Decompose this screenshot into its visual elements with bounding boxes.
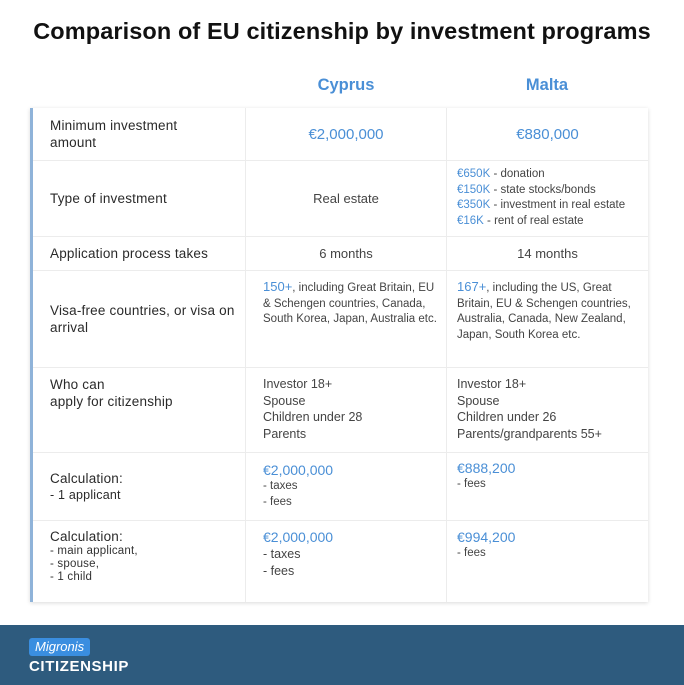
malta-investment-option: €150K - state stocks/bonds [457, 183, 596, 196]
row-label: Calculation: - main applicant, - spouse, - 1 child [50, 529, 138, 583]
column-header-malta: Malta [525, 76, 569, 94]
malta-investment-option: €16K - rent of real estate [457, 214, 584, 227]
malta-calc-item: - fees [457, 547, 486, 559]
cyprus-investment-type: Real estate [313, 191, 379, 206]
malta-eligible: Parents/grandparents 55+ [457, 426, 602, 441]
page-title: Comparison of EU citizenship by investment programs [33, 18, 651, 44]
cyprus-eligible: Parents [263, 426, 307, 441]
table-row-calc-single [33, 453, 648, 521]
malta-eligible: Investor 18+ [457, 377, 527, 391]
row-label: Type of investment [50, 191, 167, 206]
brand-logo-badge: Migronis [29, 638, 90, 656]
cyprus-eligible: Investor 18+ [263, 377, 333, 391]
cyprus-calc-item: - fees [263, 495, 292, 508]
table-row-min-investment [33, 108, 648, 161]
cyprus-calc-item: - fees [263, 563, 295, 578]
malta-calc-item: - fees [457, 478, 486, 490]
malta-eligible: Spouse [457, 393, 500, 408]
cyprus-visa-free: 150+, including Great Britain, EU & Schengen countries, Canada, South Korea, Japan, Australia etc. [263, 279, 437, 325]
row-label: Visa-free countries, or visa on arrival [50, 303, 235, 335]
comparison-table [30, 108, 648, 602]
cyprus-calc-amount: €2,000,000 [263, 529, 334, 545]
malta-calc-amount: €994,200 [457, 529, 516, 545]
malta-min-investment: €880,000 [516, 125, 579, 143]
malta-calc-amount: €888,200 [457, 460, 516, 476]
malta-eligible: Children under 26 [457, 410, 557, 424]
row-label: Minimum investment amount [50, 118, 178, 150]
table-row-process [33, 237, 648, 271]
footer-bar [0, 625, 684, 685]
cyprus-calc-amount: €2,000,000 [263, 462, 334, 478]
table-row-type [33, 161, 648, 237]
cyprus-min-investment: €2,000,000 [308, 125, 384, 143]
malta-visa-free: 167+, including the US, Great Britain, EU & Schengen countries, Australia, Canada, New Zealand, Japan, South Korea etc. [457, 279, 631, 341]
brand-logo-text: CITIZENSHIP [29, 658, 129, 675]
cyprus-calc-item: - taxes [263, 547, 301, 561]
cyprus-process-time: 6 months [319, 246, 373, 261]
row-label: Application process takes [50, 246, 209, 261]
malta-process-time: 14 months [517, 246, 578, 261]
table-row-visa [33, 271, 648, 368]
cyprus-eligible: Children under 28 [263, 410, 363, 424]
column-header-cyprus: Cyprus [317, 76, 375, 94]
row-label: Calculation: - 1 applicant [50, 470, 123, 502]
row-label: Who can apply for citizenship [50, 377, 173, 409]
cyprus-calc-item: - taxes [263, 480, 298, 492]
table-row-who [33, 368, 648, 453]
table-row-calc-family [33, 521, 648, 602]
malta-investment-option: €650K - donation [457, 168, 545, 180]
cyprus-eligible: Spouse [263, 393, 306, 408]
malta-investment-option: €350K - investment in real estate [457, 199, 626, 211]
